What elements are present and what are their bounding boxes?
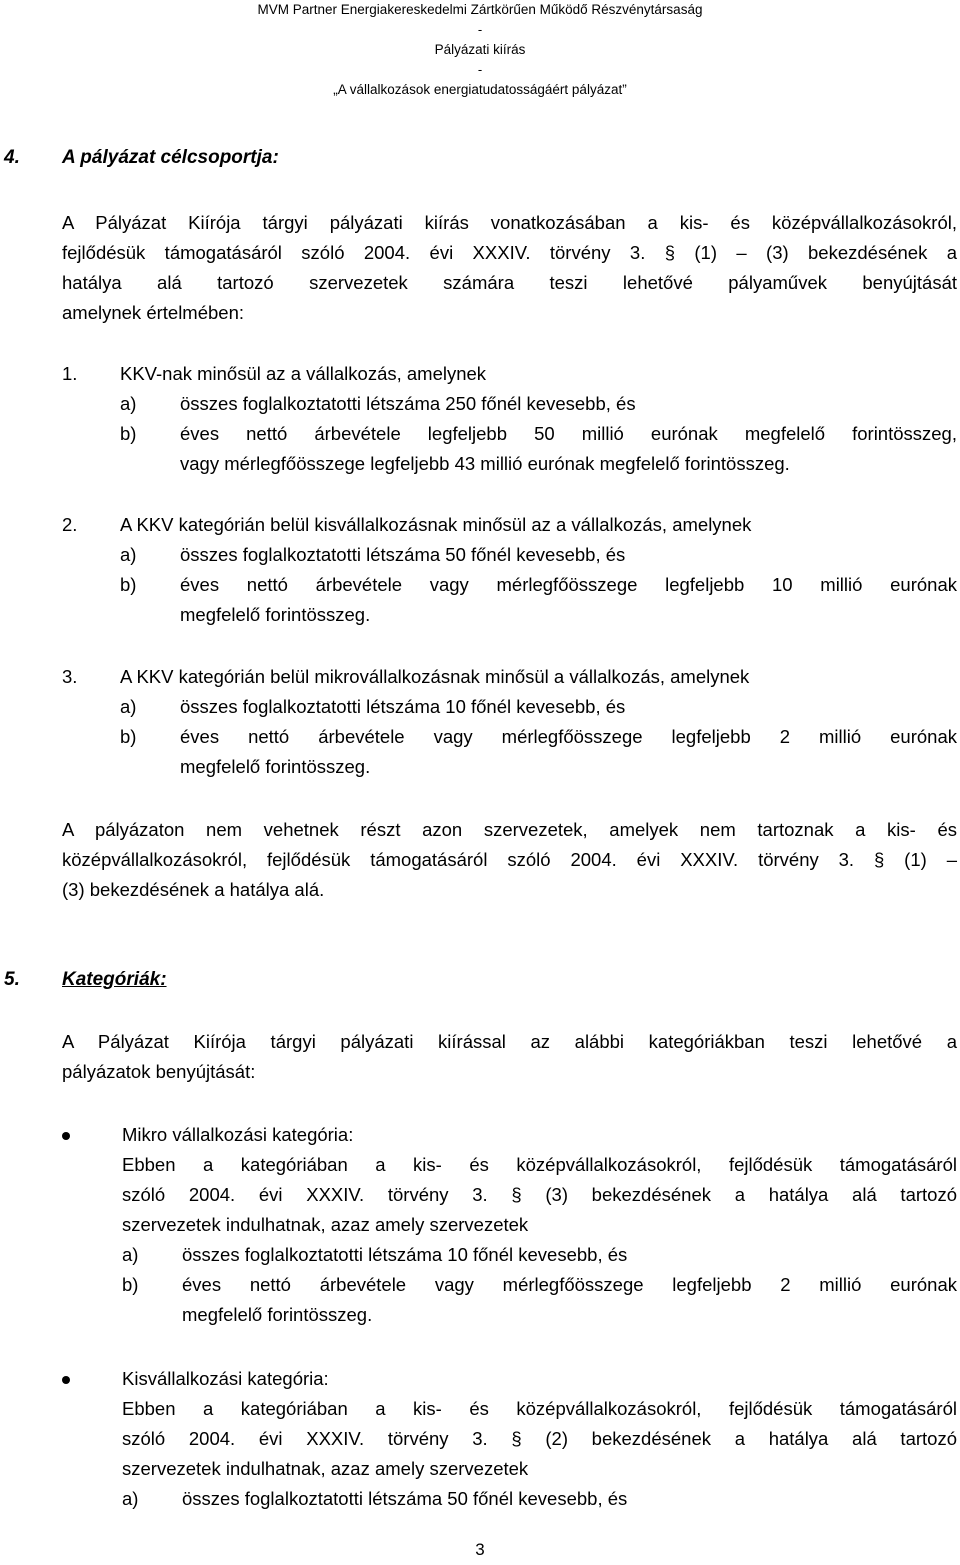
paragraph-line: szervezetek indulhatnak, azaz amely szervezetek bbox=[122, 1214, 529, 1235]
sub-label: a) bbox=[122, 1244, 139, 1265]
sub-label: a) bbox=[120, 393, 137, 414]
sub-text: éves nettó árbevétele vagy mérlegfőösszege legfeljebb 2 millió eurónak bbox=[182, 1274, 957, 1295]
item-text: A KKV kategórián belül mikrovállalkozásnak minősül a vállalkozás, amelynek bbox=[120, 666, 750, 687]
bullet-item bbox=[62, 1120, 957, 1330]
paragraph-line: Ebben a kategóriában a kis- és középvállalkozásokról, fejlődésük támogatásáról bbox=[122, 1154, 957, 1175]
sub-label: a) bbox=[122, 1488, 139, 1509]
paragraph-line: szervezetek indulhatnak, azaz amely szervezetek bbox=[122, 1458, 529, 1479]
header-separator: - bbox=[477, 62, 483, 77]
bullet-title: Kisvállalkozási kategória: bbox=[122, 1368, 329, 1389]
sub-label: a) bbox=[120, 544, 137, 565]
section-title: Kategóriák: bbox=[62, 969, 167, 990]
bullet-icon bbox=[62, 1132, 70, 1140]
list-item bbox=[62, 510, 957, 630]
sub-label: b) bbox=[122, 1274, 139, 1295]
sub-item bbox=[120, 389, 957, 419]
header-program: „A vállalkozások energiatudatosságáért pályázat” bbox=[333, 82, 627, 97]
list-item bbox=[62, 662, 957, 782]
section-title: A pályázat célcsoportja: bbox=[62, 147, 279, 168]
paragraph-line: A Pályázat Kiírója tárgyi pályázati kiírással az alábbi kategóriákban teszi lehetővé a bbox=[62, 1031, 957, 1052]
paragraph-line: A Pályázat Kiírója tárgyi pályázati kiírás vonatkozásában a kis- és középvállalkozásokról, bbox=[62, 212, 957, 233]
sub-item bbox=[120, 540, 957, 570]
paragraph-line: amelynek értelmében: bbox=[62, 302, 245, 323]
section-4-heading bbox=[4, 147, 904, 175]
section-number: 5. bbox=[4, 969, 20, 990]
sub-text: éves nettó árbevétele vagy mérlegfőösszege legfeljebb 2 millió eurónak bbox=[180, 726, 957, 747]
sub-item bbox=[120, 419, 957, 479]
paragraph-line: középvállalkozásokról, fejlődésük támogatásáról szóló 2004. évi XXXIV. törvény 3. § (1) – bbox=[62, 849, 957, 870]
section-4-intro bbox=[62, 208, 957, 328]
sub-item bbox=[120, 570, 957, 630]
sub-item bbox=[120, 722, 957, 782]
sub-text: megfelelő forintösszeg. bbox=[182, 1304, 373, 1325]
sub-item bbox=[122, 1240, 957, 1270]
sub-item bbox=[122, 1484, 957, 1514]
page-number: 3 bbox=[475, 1540, 485, 1559]
paragraph-line: pályázatok benyújtását: bbox=[62, 1061, 256, 1082]
sub-text: összes foglalkoztatotti létszáma 50 főnél kevesebb, és bbox=[180, 544, 626, 565]
paragraph-line: A pályázaton nem vehetnek részt azon szervezetek, amelyek nem tartoznak a kis- és bbox=[62, 819, 957, 840]
section-4-closing bbox=[62, 815, 957, 905]
sub-text: összes foglalkoztatotti létszáma 50 főnél kevesebb, és bbox=[182, 1488, 628, 1509]
sub-text: összes foglalkoztatotti létszáma 10 főnél kevesebb, és bbox=[182, 1244, 628, 1265]
item-text: A KKV kategórián belül kisvállalkozásnak minősül az a vállalkozás, amelynek bbox=[120, 514, 752, 535]
sub-text: éves nettó árbevétele vagy mérlegfőösszege legfeljebb 10 millió eurónak bbox=[180, 574, 957, 595]
bullet-item bbox=[62, 1364, 957, 1514]
sub-label: a) bbox=[120, 696, 137, 717]
paragraph-line: Ebben a kategóriában a kis- és középvállalkozásokról, fejlődésük támogatásáról bbox=[122, 1398, 957, 1419]
header-doc-type: Pályázati kiírás bbox=[434, 42, 526, 57]
sub-label: b) bbox=[120, 726, 137, 747]
section-number: 4. bbox=[4, 147, 20, 168]
item-text: KKV-nak minősül az a vállalkozás, amelynek bbox=[120, 363, 487, 384]
bullet-content bbox=[122, 1120, 957, 1240]
list-item bbox=[62, 359, 957, 479]
header-company: MVM Partner Energiakereskedelmi Zártkörűen Működő Részvénytársaság bbox=[257, 2, 703, 17]
sub-text: vagy mérlegfőösszege legfeljebb 43 millió eurónak megfelelő forintösszeg. bbox=[180, 453, 790, 474]
sub-label: b) bbox=[120, 574, 137, 595]
sub-text: összes foglalkoztatotti létszáma 10 főnél kevesebb, és bbox=[180, 696, 626, 717]
sub-label: b) bbox=[120, 423, 137, 444]
paragraph-line: szóló 2004. évi XXXIV. törvény 3. § (3) bekezdésének a hatálya alá tartozó bbox=[122, 1184, 957, 1205]
sub-text: összes foglalkoztatotti létszáma 250 főnél kevesebb, és bbox=[180, 393, 636, 414]
bullet-icon bbox=[62, 1376, 70, 1384]
bullet-title: Mikro vállalkozási kategória: bbox=[122, 1124, 354, 1145]
sub-item bbox=[120, 692, 957, 722]
paragraph-line: (3) bekezdésének a hatálya alá. bbox=[62, 879, 325, 900]
item-number: 3. bbox=[62, 666, 78, 687]
sub-item bbox=[122, 1270, 957, 1330]
sub-text: megfelelő forintösszeg. bbox=[180, 604, 371, 625]
section-5-heading bbox=[4, 969, 904, 997]
paragraph-line: hatálya alá tartozó szervezetek számára teszi lehetővé pályaművek benyújtását bbox=[62, 272, 957, 293]
paragraph-line: szóló 2004. évi XXXIV. törvény 3. § (2) bekezdésének a hatálya alá tartozó bbox=[122, 1428, 957, 1449]
item-number: 1. bbox=[62, 363, 78, 384]
section-5-intro bbox=[62, 1027, 957, 1087]
sub-text: éves nettó árbevétele legfeljebb 50 millió eurónak megfelelő forintösszeg, bbox=[180, 423, 957, 444]
header-separator: - bbox=[477, 22, 483, 37]
sub-text: megfelelő forintösszeg. bbox=[180, 756, 371, 777]
item-number: 2. bbox=[62, 514, 78, 535]
paragraph-line: fejlődésük támogatásáról szóló 2004. évi XXXIV. törvény 3. § (1) – (3) bekezdésének a bbox=[62, 242, 957, 263]
bullet-content bbox=[122, 1364, 957, 1484]
